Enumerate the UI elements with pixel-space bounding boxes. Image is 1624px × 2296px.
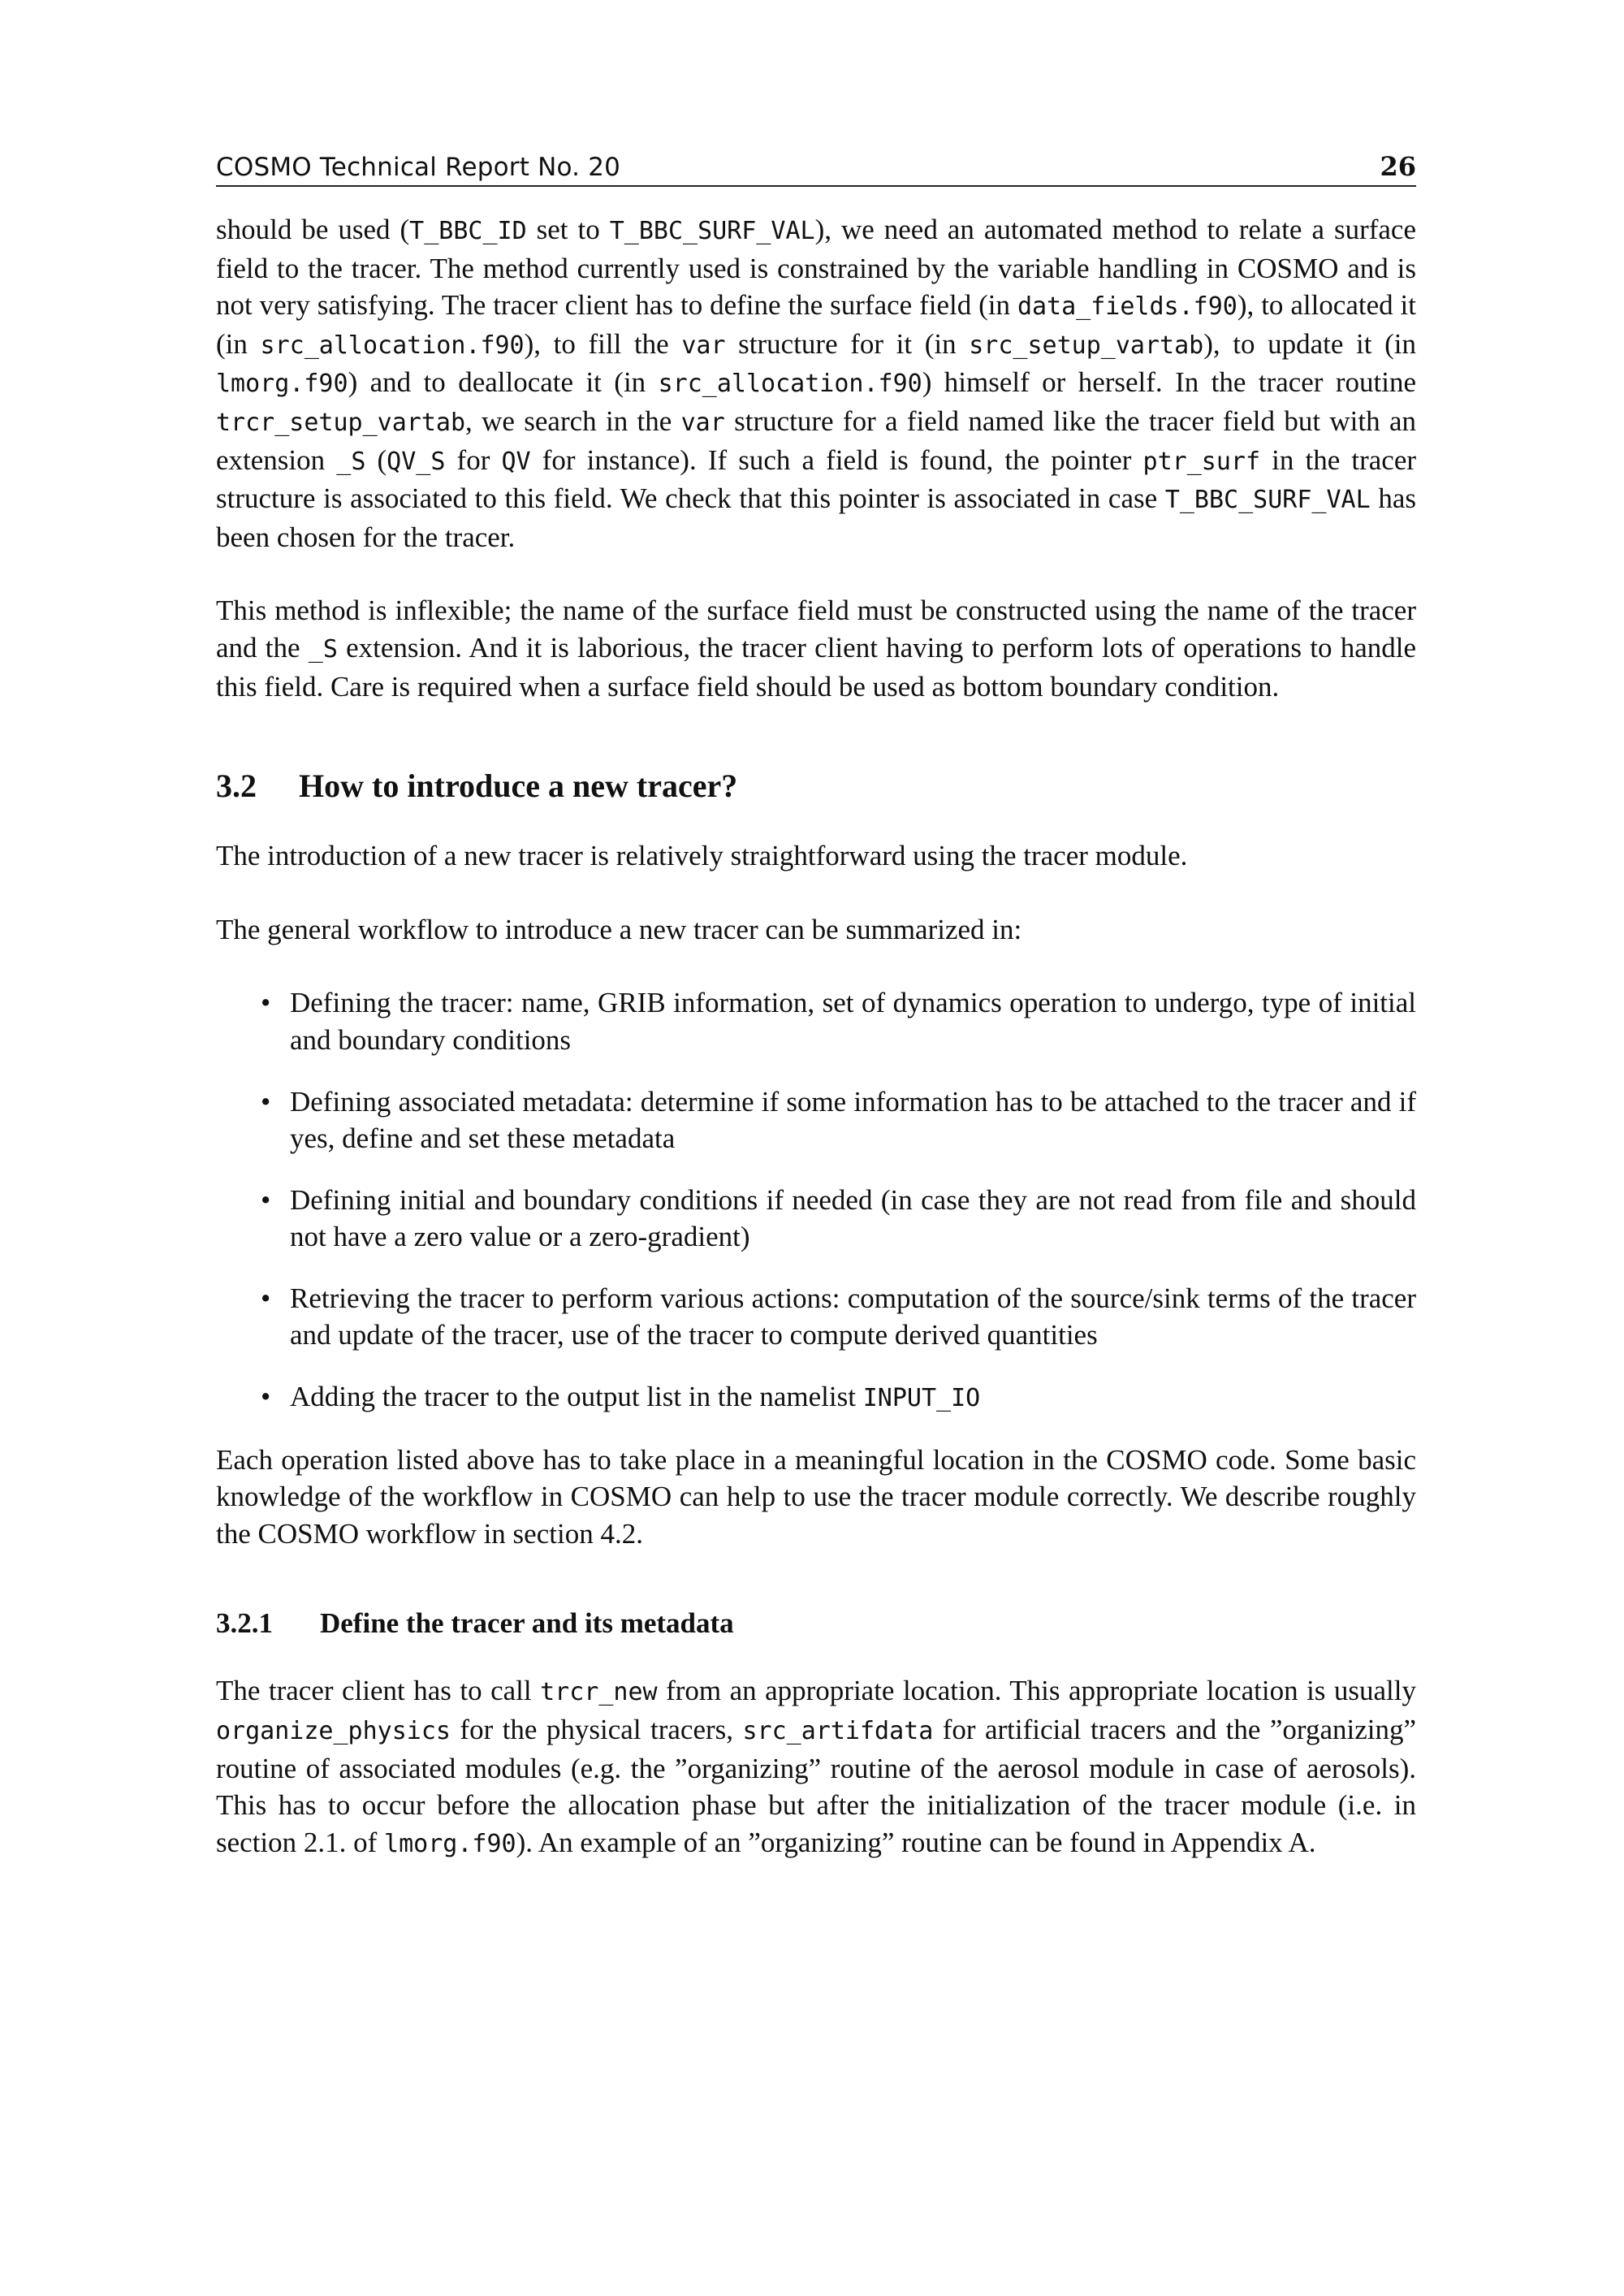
code-ptr-surf: ptr_surf [1142,447,1261,476]
code-QV_S: QV_S [387,447,446,476]
text-run: for instance). If such a field is found, the pointer [530,443,1143,476]
text-run: should be used ( [216,214,410,245]
text-run: extension. And it is laborious, the tracer client having to perform lots of operations to handle this field. Care is required when a surface field should be used as bottom boundary condition. [216,631,1417,703]
text-run: for [445,443,502,476]
list-item [216,1083,1416,1157]
list-item [216,984,1416,1058]
text-run: for artificial tracers and the ”organizing” routine of associated modules (e.g. the ”organizing” routine of the aerosol module in case of aerosols). This has to occur before the allocation phase but after the initialization of the tracer module (i.e. in section 2.1. of [216,1714,1416,1858]
text-run: ), to update it (in [1203,327,1416,360]
list-item-text: Defining associated metadata: determine if some information has to be attached to the tracer and if yes, define and set these metadata [290,1085,1416,1155]
text-run: The tracer client has to call [216,1675,541,1707]
page-content [216,211,1416,1862]
code-var: var [680,408,725,437]
code-trcr-new: trcr_new [540,1678,658,1707]
text-run: structure for a field named like the tracer field but with an extension [216,404,1416,476]
page-number: 26 [1380,151,1416,182]
code-lmorg: lmorg.f90 [384,1829,516,1858]
bullet-icon: • [261,1381,271,1413]
running-header [216,143,1416,187]
bullet-icon: • [261,1183,271,1216]
code-src-allocation: src_allocation.f90 [658,370,922,399]
subsection-heading [216,1605,1416,1641]
text-run: Adding the tracer to the output list in the namelist [290,1381,863,1413]
bullet-icon: • [261,1282,271,1314]
code-trcr-setup-vartab: trcr_setup_vartab [216,408,466,437]
text-run: set to [526,214,610,245]
text-run: from an appropriate location. This appropriate location is usually [657,1675,1416,1707]
code-var: var [681,331,726,360]
text-run: ), we need an automated method to relate a surface field to the tracer. The method currently used is constrained by the variable handling in COSMO and is not very satisfying. The tracer client has to define the surface field (in [216,214,1416,322]
code-src-artifdata: src_artifdata [742,1717,934,1746]
paragraph-introduction: The introduction of a new tracer is relatively straightforward using the tracer module. [216,840,1188,872]
code-src-allocation: src_allocation.f90 [260,331,525,360]
section-title: How to introduce a new tracer? [299,767,738,805]
list-item [216,1378,1416,1417]
text-run: This method is inflexible; the name of the surface field must be constructed using the name of the tracer and the [216,595,1416,664]
code-INPUT_IO: INPUT_IO [862,1384,981,1413]
bullet-icon: • [261,1085,271,1118]
paragraph-workflow: The general workflow to introduce a new tracer can be summarized in: [216,913,1022,945]
text-run: ( [365,443,387,476]
code-T_BBC_ID: T_BBC_ID [409,217,527,245]
code-suffix-S: _S [336,447,366,476]
subsection-number: 3.2.1 [216,1607,273,1640]
text-run: ), to allocated it (in [216,289,1416,360]
code-T_BBC_SURF_VAL: T_BBC_SURF_VAL [609,217,815,245]
section-number: 3.2 [216,767,257,805]
text-run: ) and to deallocate it (in [348,366,659,399]
code-data-fields: data_fields.f90 [1017,292,1237,322]
code-lmorg: lmorg.f90 [216,370,348,399]
paragraph-define-tracer [216,1672,1416,1862]
paragraph-method-inflexible [216,592,1416,705]
text-run: , we search in the [465,404,681,437]
text-run: ) himself or herself. In the tracer routine [922,366,1416,399]
text-run: ). An example of an ”organizing” routine can be found in Appendix A. [516,1826,1316,1858]
report-title: COSMO Technical Report No. 20 [216,153,621,182]
list-item-text: Defining the tracer: name, GRIB information, set of dynamics operation to undergo, type of initial and boundary conditions [290,987,1416,1056]
text-run: ), to fill the [524,327,682,360]
list-item-text [290,1378,1416,1417]
list-item [216,1182,1416,1256]
list-item-text: Defining initial and boundary conditions if needed (in case they are not read from file and should not have a zero value or a zero-gradient) [290,1183,1416,1253]
code-src-setup-vartab: src_setup_vartab [969,331,1204,360]
list-item-text: Retrieving the tracer to perform various actions: computation of the source/sink terms of the tracer and update of the tracer, use of the tracer to compute derived quantities [290,1282,1416,1351]
bullet-icon: • [261,987,271,1019]
text-run: structure for it (in [725,327,970,360]
list-item [216,1280,1416,1354]
text-run: in the tracer structure is associated to this field. We check that this pointer is associated in case [216,443,1417,515]
code-suffix-S: _S [308,634,338,664]
code-organize-physics: organize_physics [216,1717,451,1746]
workflow-list [216,984,1416,1416]
text-run: for the physical tracers, [450,1714,743,1746]
section-heading [216,766,1416,806]
code-T_BBC_SURF_VAL: T_BBC_SURF_VAL [1164,486,1371,515]
text-run: has been chosen for the tracer. [216,482,1417,553]
subsection-title: Define the tracer and its metadata [320,1607,734,1640]
paragraph-surface-field [216,211,1416,556]
document-page [216,143,1416,1862]
code-QV: QV [501,447,531,476]
paragraph-operations: Each operation listed above has to take place in a meaningful location in the COSMO code. Some basic knowledge of the workflow in COSMO can help to use the tracer module correctly. We describe roughly the COSMO workflow in section 4.2. [216,1443,1416,1550]
